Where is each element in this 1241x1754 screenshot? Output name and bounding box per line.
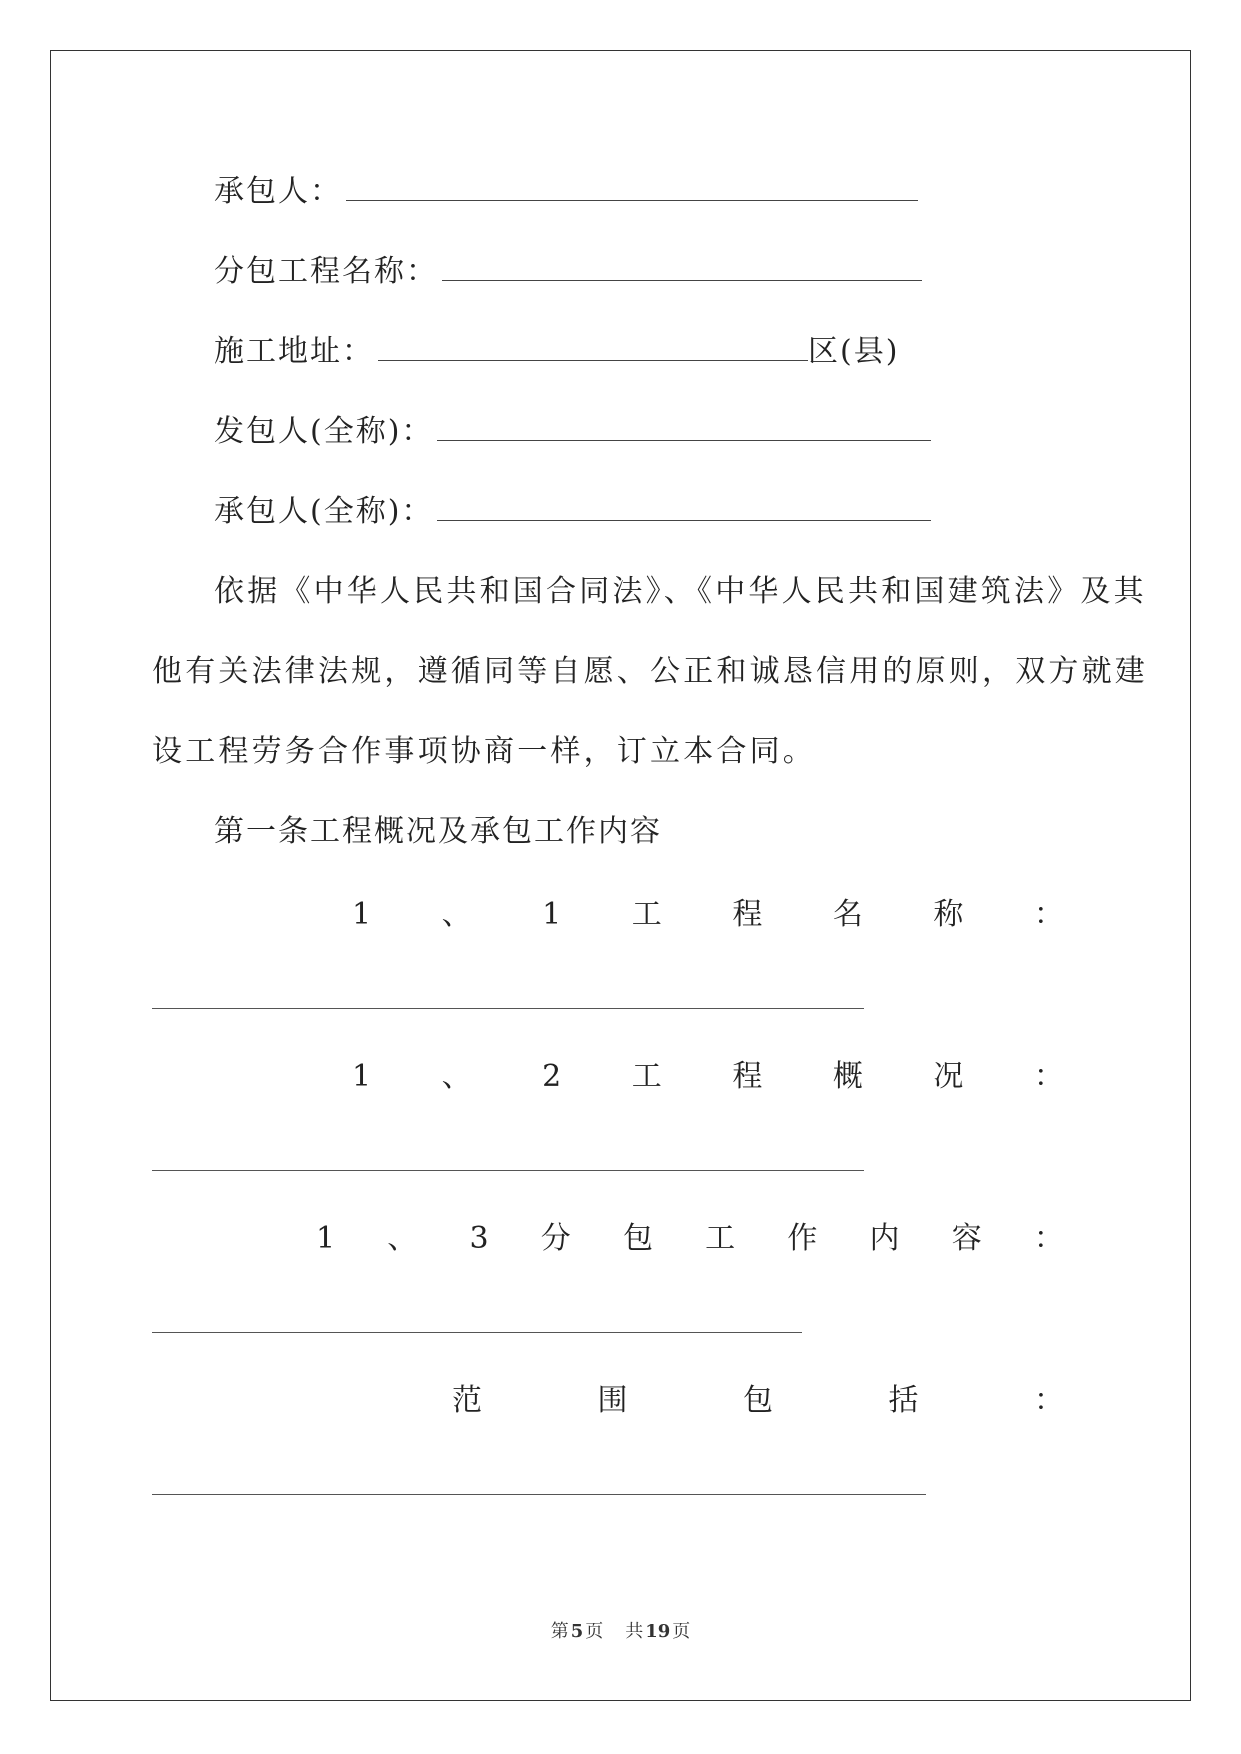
scope-char: 括 <box>888 1383 919 1418</box>
site-blank[interactable] <box>378 338 808 361</box>
employer-full-label: 发包人(全称)： <box>214 414 434 449</box>
item-1-3-char: 工 <box>705 1221 736 1256</box>
item-1-3-char: 包 <box>622 1221 653 1256</box>
scope-label <box>452 1384 1064 1418</box>
item-1-3-label <box>316 1222 1064 1256</box>
total-number: 19 <box>645 1621 671 1642</box>
item-1-2-char: 程 <box>732 1059 763 1094</box>
item-1-3-char: 分 <box>540 1221 571 1256</box>
item-1-3-blank[interactable] <box>152 1332 802 1333</box>
item-1-3-char: 3 <box>469 1221 489 1256</box>
item-1-2-label <box>352 1060 1064 1094</box>
item-1-3-char: 容 <box>951 1221 982 1256</box>
item-1-1-char: 工 <box>631 897 662 932</box>
paragraph-line-3: 设工程劳务合作事项协商一样，订立本合同。 <box>152 734 816 769</box>
item-1-2-blank[interactable] <box>152 1170 864 1171</box>
total-suffix: 页 <box>672 1621 691 1642</box>
item-1-3-char: 作 <box>787 1221 818 1256</box>
item-1-1-label <box>352 898 1064 932</box>
item-1-1-char: ： <box>1033 897 1064 932</box>
item-1-1-char: 1 <box>542 897 562 932</box>
item-1-1-blank[interactable] <box>152 1008 864 1009</box>
employer-full-blank[interactable] <box>437 418 931 441</box>
page-footer <box>0 1617 1241 1643</box>
contractor-label: 承包人： <box>214 174 342 209</box>
article-1-heading: 第一条工程概况及承包工作内容 <box>214 814 662 849</box>
item-1-1-char: 名 <box>832 897 863 932</box>
employer-full-line <box>214 415 931 449</box>
contractor-full-line <box>214 495 931 529</box>
item-1-2-char: 工 <box>631 1059 662 1094</box>
item-1-3-char: 、 <box>387 1221 418 1256</box>
item-1-2-char: ： <box>1033 1059 1064 1094</box>
page-number: 5 <box>570 1621 584 1642</box>
site-suffix: 区(县) <box>808 334 900 369</box>
item-1-2-char: 况 <box>933 1059 964 1094</box>
paragraph-line-2: 他有关法律法规，遵循同等自愿、公正和诚恳信用的原则，双方就建 <box>152 654 1148 689</box>
item-1-1-char: 称 <box>933 897 964 932</box>
site-line <box>214 335 899 369</box>
page-prefix: 第 <box>550 1621 569 1642</box>
scope-blank[interactable] <box>152 1494 926 1495</box>
item-1-2-char: 、 <box>441 1059 472 1094</box>
site-label: 施工地址： <box>214 334 374 369</box>
scope-char: 包 <box>743 1383 773 1418</box>
contractor-line <box>214 175 918 209</box>
item-1-1-char: 1 <box>352 897 372 932</box>
contractor-full-label: 承包人(全称)： <box>214 494 434 529</box>
page-border <box>50 50 1191 1701</box>
scope-char: 围 <box>597 1383 628 1418</box>
item-1-1-char: 、 <box>441 897 472 932</box>
item-1-3-char: ： <box>1033 1221 1064 1256</box>
subproject-label: 分包工程名称： <box>214 254 438 289</box>
scope-char: ： <box>1034 1383 1064 1418</box>
item-1-2-char: 概 <box>832 1059 863 1094</box>
scope-char: 范 <box>452 1383 482 1418</box>
paragraph-line-1: 依据《中华人民共和国合同法》、《中华人民共和国建筑法》及其 <box>214 574 1147 609</box>
total-prefix: 共 <box>625 1621 644 1642</box>
item-1-2-char: 1 <box>352 1059 372 1094</box>
item-1-3-char: 内 <box>869 1221 900 1256</box>
item-1-3-char: 1 <box>316 1221 336 1256</box>
item-1-1-char: 程 <box>732 897 763 932</box>
item-1-2-char: 2 <box>542 1059 562 1094</box>
subproject-blank[interactable] <box>442 258 922 281</box>
contractor-blank[interactable] <box>346 178 918 201</box>
page-suffix: 页 <box>585 1621 604 1642</box>
contractor-full-blank[interactable] <box>437 498 931 521</box>
subproject-line <box>214 255 922 289</box>
